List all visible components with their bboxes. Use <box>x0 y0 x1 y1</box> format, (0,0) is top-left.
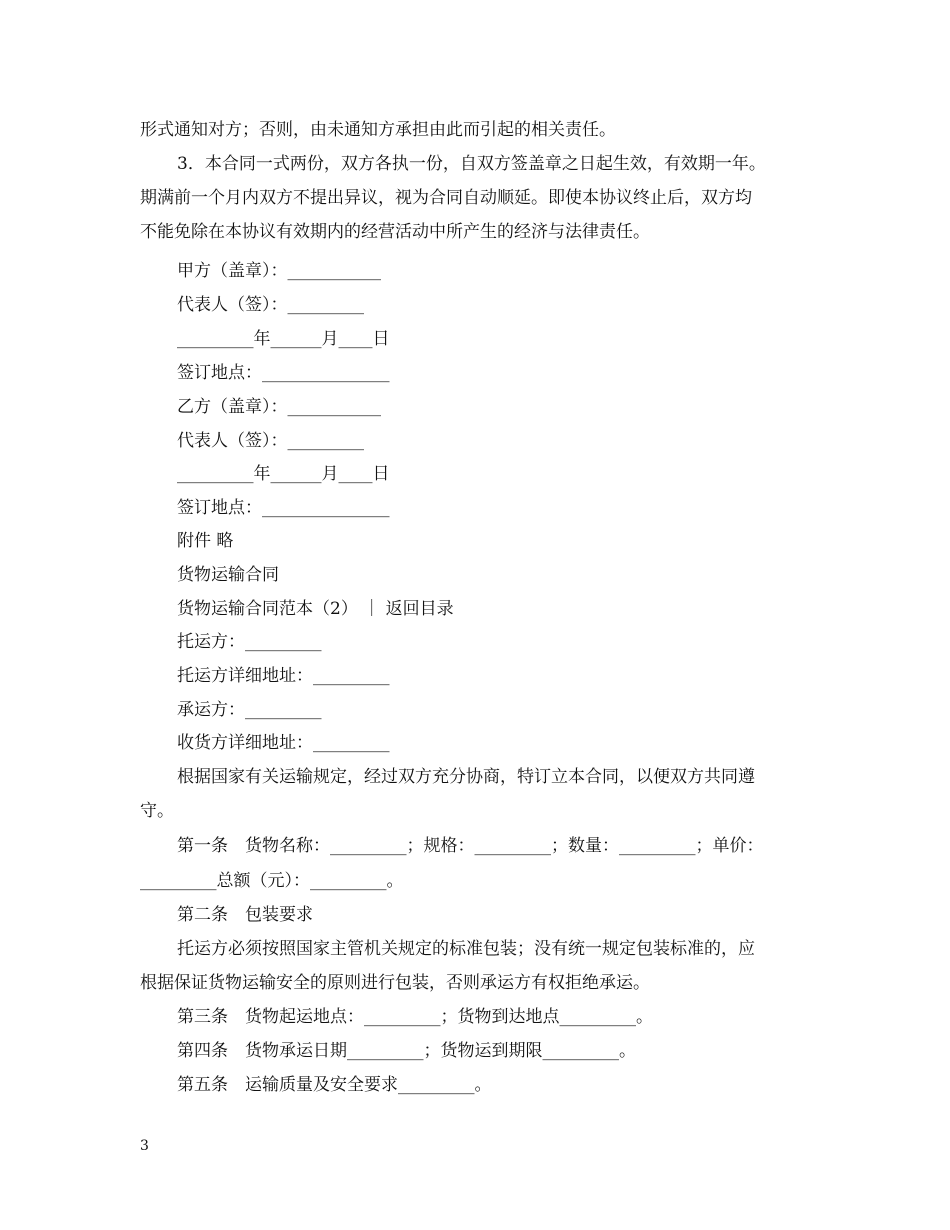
date-field-b: _________年______月____日 <box>177 464 390 484</box>
text-line: 不能免除在本协议有效期内的经营活动中所产生的经济与法律责任。 <box>140 222 650 242</box>
shipper-field: 托运方：_________ <box>177 632 322 652</box>
carrier-field: 承运方：_________ <box>177 700 322 720</box>
signature-field-party-a: 甲方（盖章）：___________ <box>177 261 381 281</box>
signature-field-party-b: 乙方（盖章）：___________ <box>177 397 381 417</box>
location-field-b: 签订地点：_______________ <box>177 498 390 518</box>
text-line: 3．本合同一式两份，双方各执一份，自双方签盖章之日起生效，有效期一年。 <box>177 154 766 174</box>
signature-field-representative-b: 代表人（签）：_________ <box>177 431 364 451</box>
consignee-address-field: 收货方详细地址：_________ <box>177 733 390 753</box>
text-line: 托运方必须按照国家主管机关规定的标准包装；没有统一规定包装标准的，应 <box>177 939 755 959</box>
text-line: 期满前一个月内双方不提出异议，视为合同自动顺延。即使本协议终止后，双方均 <box>140 188 752 208</box>
signature-field-representative-a: 代表人（签）：_________ <box>177 295 364 315</box>
page-number: 3 <box>140 1138 149 1154</box>
article-1-total: _________总额（元）：_________。 <box>140 871 404 891</box>
article-2: 第二条 包装要求 <box>177 905 313 925</box>
attachment-note: 附件 略 <box>177 531 234 551</box>
section-heading: 货物运输合同 <box>177 565 279 585</box>
article-3: 第三条 货物起运地点：_________；货物到达地点_________。 <box>177 1007 653 1027</box>
article-1: 第一条 货物名称：_________；规格：_________；数量：_________；单价： <box>177 836 764 856</box>
date-field-a: _________年______月____日 <box>177 329 390 349</box>
text-line: 守。 <box>140 801 174 821</box>
text-line: 根据保证货物运输安全的原则进行包装，否则承运方有权拒绝承运。 <box>140 973 650 993</box>
text-line: 形式通知对方；否则，由未通知方承担由此而引起的相关责任。 <box>140 120 616 140</box>
shipper-address-field: 托运方详细地址：_________ <box>177 666 390 686</box>
template-link[interactable]: 货物运输合同范本（2） ｜ 返回目录 <box>177 599 454 619</box>
article-4: 第四条 货物承运日期_________；货物运到期限_________。 <box>177 1041 636 1061</box>
location-field-a: 签订地点：_______________ <box>177 363 390 383</box>
article-5: 第五条 运输质量及安全要求_________。 <box>177 1075 492 1095</box>
text-line: 根据国家有关运输规定，经过双方充分协商，特订立本合同，以便双方共同遵 <box>177 767 755 787</box>
